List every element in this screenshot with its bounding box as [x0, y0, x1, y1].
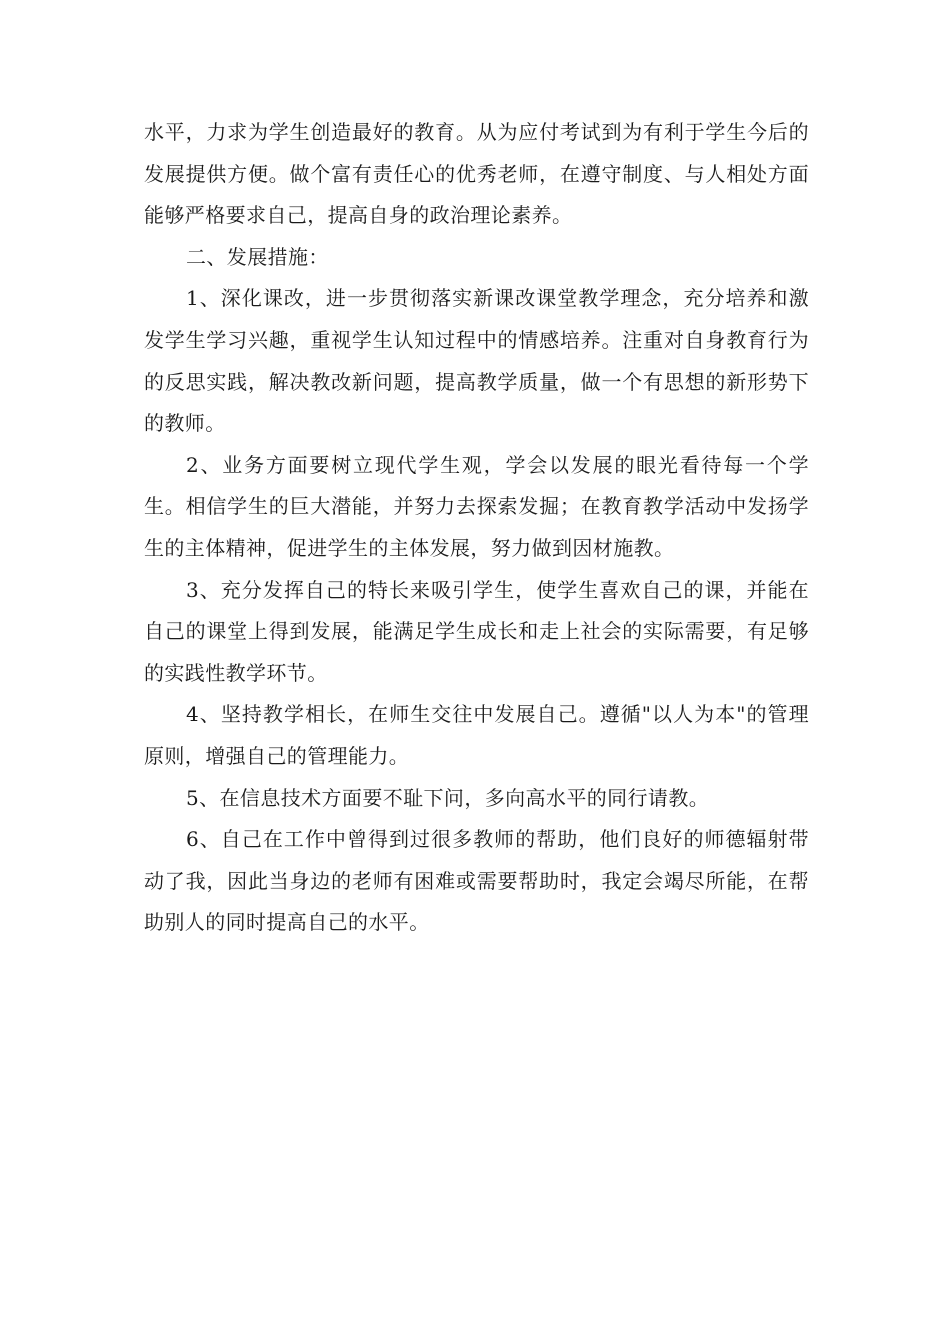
- paragraph-item-1: 1、深化课改，进一步贯彻落实新课改课堂教学理念，充分培养和激发学生学习兴趣，重视学生认知过程中的情感培养。注重对自身教育行为的反思实践，解决教改新问题，提高教学质量，做一个有思想的新形势下的教师。: [144, 286, 809, 436]
- section-heading-measures: 二、发展措施：: [186, 244, 329, 269]
- paragraph-item-4: 4、坚持教学相长，在师生交往中发展自己。遵循"以人为本"的管理原则，增强自己的管理能力。: [144, 702, 809, 768]
- paragraph-item-6: 6、自己在工作中曾得到过很多教师的帮助，他们良好的师德辐射带动了我，因此当身边的老师有困难或需要帮助时，我定会竭尽所能，在帮助别人的同时提高自己的水平。: [144, 827, 809, 935]
- paragraph-item-3: 3、充分发挥自己的特长来吸引学生，使学生喜欢自己的课，并能在自己的课堂上得到发展，能满足学生成长和走上社会的实际需要，有足够的实践性教学环节。: [144, 577, 809, 685]
- paragraph-continuation: 水平，力求为学生创造最好的教育。从为应付考试到为有利于学生今后的发展提供方便。做个富有责任心的优秀老师，在遵守制度、与人相处方面能够严格要求自己，提高自身的政治理论素养。: [144, 120, 809, 228]
- paragraph-item-2: 2、业务方面要树立现代学生观，学会以发展的眼光看待每一个学生。相信学生的巨大潜能，并努力去探索发掘；在教育教学活动中发扬学生的主体精神，促进学生的主体发展，努力做到因材施教。: [144, 452, 809, 560]
- paragraph-item-5: 5、在信息技术方面要不耻下问，多向高水平的同行请教。: [186, 785, 710, 810]
- document-body: [144, 112, 809, 944]
